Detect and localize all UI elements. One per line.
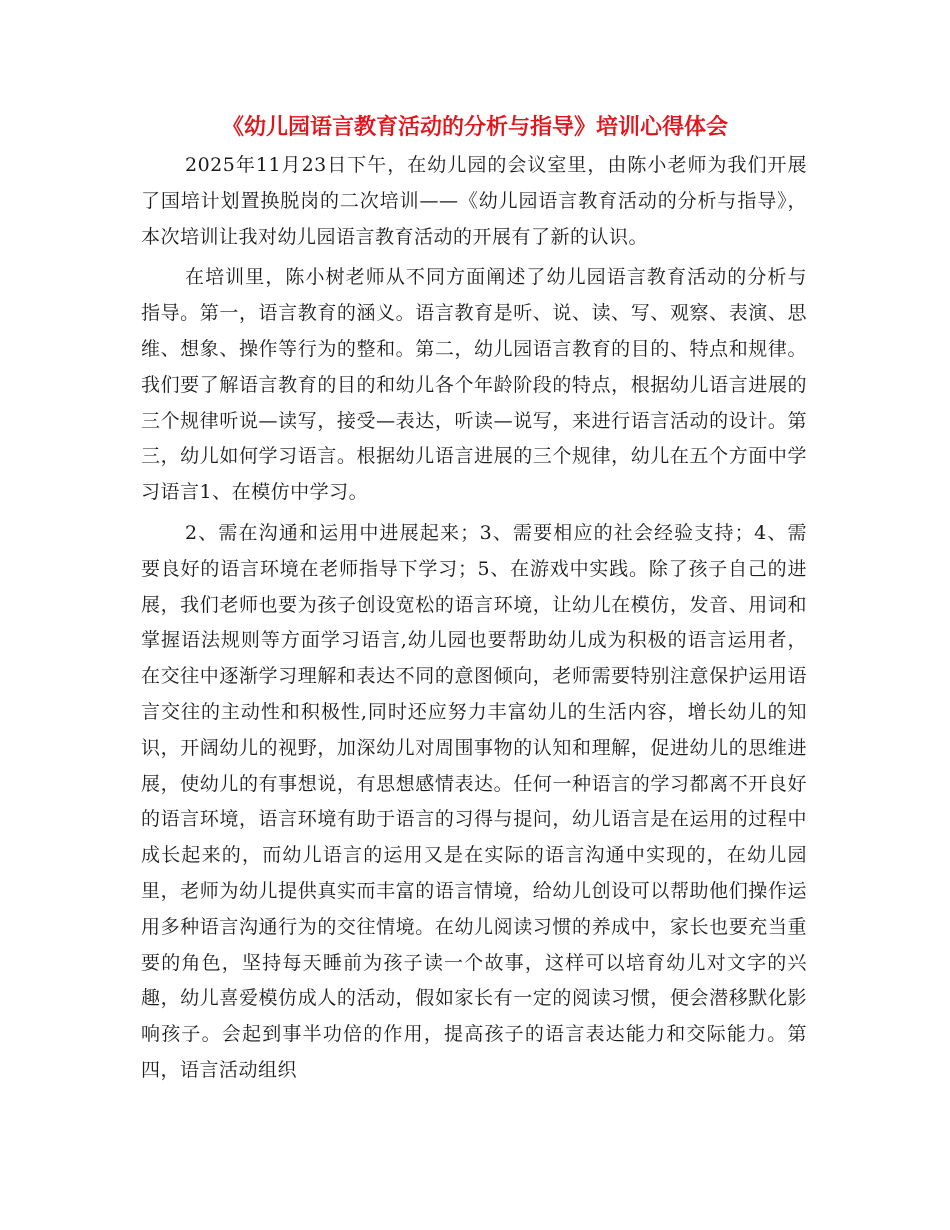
document-body bbox=[141, 148, 807, 1094]
paragraph-3: 2、需在沟通和运用中进展起来；3、需要相应的社会经验支持；4、需要良好的语言环境在老师指导下学习；5、在游戏中实践。除了孩子自己的进展，我们老师也要为孩子创设宽松的语言环境，让幼儿在模仿，发音、用词和掌握语法规则等方面学习语言,幼儿园也要帮助幼儿成为积极的语言运用者，在交往中逐渐学习理解和表达不同的意图倾向，老师需要特别注意保护运用语言交往的主动性和积极性,同时还应努力丰富幼儿的生活内容，增长幼儿的知识，开阔幼儿的视野，加深幼儿对周围事物的认知和理解，促进幼儿的思维进展，使幼儿的有事想说，有思想感情表达。任何一种语言的学习都离不开良好的语言环境，语言环境有助于语言的习得与提问，幼儿语言是在运用的过程中成长起来的，而幼儿语言的运用又是在实际的语言沟通中实现的，在幼儿园里，老师为幼儿提供真实而丰富的语言情境，给幼儿创设可以帮助他们操作运用多种语言沟通行为的交往情境。在幼儿阅读习惯的养成中，家长也要充当重要的角色，坚持每天睡前为孩子读一个故事，这样可以培育幼儿对文字的兴趣，幼儿喜爱模仿成人的活动，假如家长有一定的阅读习惯，便会潜移默化影响孩子。会起到事半功倍的作用，提高孩子的语言表达能力和交际能力。第四，语言活动组织 bbox=[141, 521, 807, 1081]
paragraph-2: 在培训里，陈小树老师从不同方面阐述了幼儿园语言教育活动的分析与指导。第一，语言教育的涵义。语言教育是听、说、读、写、观察、表演、思维、想象、操作等行为的整和。第二，幼儿园语言教育的目的、特点和规律。我们要了解语言教育的目的和幼儿各个年龄阶段的特点，根据幼儿语言进展的三个规律听说—读写，接受—表达，听读—说写，来进行语言活动的设计。第三，幼儿如何学习语言。根据幼儿语言进展的三个规律，幼儿在五个方面中学习语言1、在模仿中学习。 bbox=[141, 266, 807, 504]
paragraph-1: 2025年11月23日下午，在幼儿园的会议室里，由陈小老师为我们开展了国培计划置换脱岗的二次培训——《幼儿园语言教育活动的分析与指导》，本次培训让我对幼儿园语言教育活动的开展有了新的认识。 bbox=[141, 154, 807, 248]
document-title: 《幼儿园语言教育活动的分析与指导》培训心得体会 bbox=[221, 115, 728, 140]
